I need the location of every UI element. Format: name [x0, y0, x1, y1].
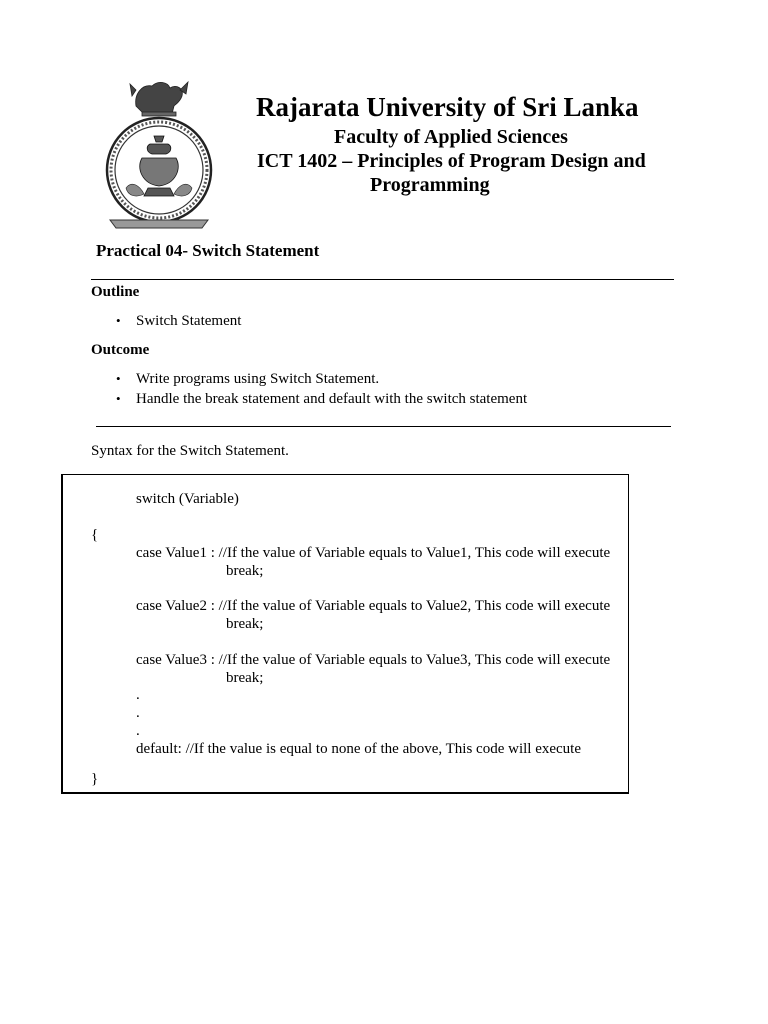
syntax-label: Syntax for the Switch Statement.: [91, 443, 289, 459]
code-close-brace: }: [91, 771, 99, 787]
code-break-line: break;: [226, 616, 264, 632]
outcome-bullet: •: [116, 371, 121, 386]
outline-bullet: •: [116, 313, 121, 328]
course-title-line1: ICT 1402 – Principles of Program Design and: [257, 150, 646, 172]
code-switch-line: switch (Variable): [136, 491, 239, 507]
outcome-item: Handle the break statement and default with the switch statement: [136, 391, 528, 407]
divider-top: [91, 279, 674, 280]
code-break-line: break;: [226, 563, 264, 579]
practical-title: Practical 04- Switch Statement: [96, 241, 320, 260]
code-break-line: break;: [226, 670, 264, 686]
code-ellipsis-dot: .: [136, 687, 140, 703]
faculty-title: Faculty of Applied Sciences: [334, 126, 568, 148]
course-title-line2: Programming: [370, 174, 490, 196]
university-title: Rajarata University of Sri Lanka: [256, 92, 639, 122]
outline-item: Switch Statement: [136, 313, 242, 329]
code-ellipsis-dot: .: [136, 705, 140, 721]
outcome-bullet: •: [116, 391, 121, 406]
code-case-line: case Value3 : //If the value of Variable equals to Value3, This code will execute: [136, 652, 611, 668]
outcome-heading: Outcome: [91, 342, 150, 358]
code-open-brace: {: [91, 527, 99, 543]
code-case-line: case Value2 : //If the value of Variable equals to Value2, This code will execute: [136, 598, 611, 614]
outcome-item: Write programs using Switch Statement.: [136, 371, 380, 387]
code-default-line: default: //If the value is equal to none of the above, This code will execute: [136, 741, 581, 757]
outline-heading: Outline: [91, 284, 140, 300]
divider-bottom: [96, 426, 671, 427]
university-emblem-logo: [96, 76, 222, 232]
code-case-line: case Value1 : //If the value of Variable equals to Value1, This code will execute: [136, 545, 611, 561]
code-ellipsis-dot: .: [136, 723, 140, 739]
